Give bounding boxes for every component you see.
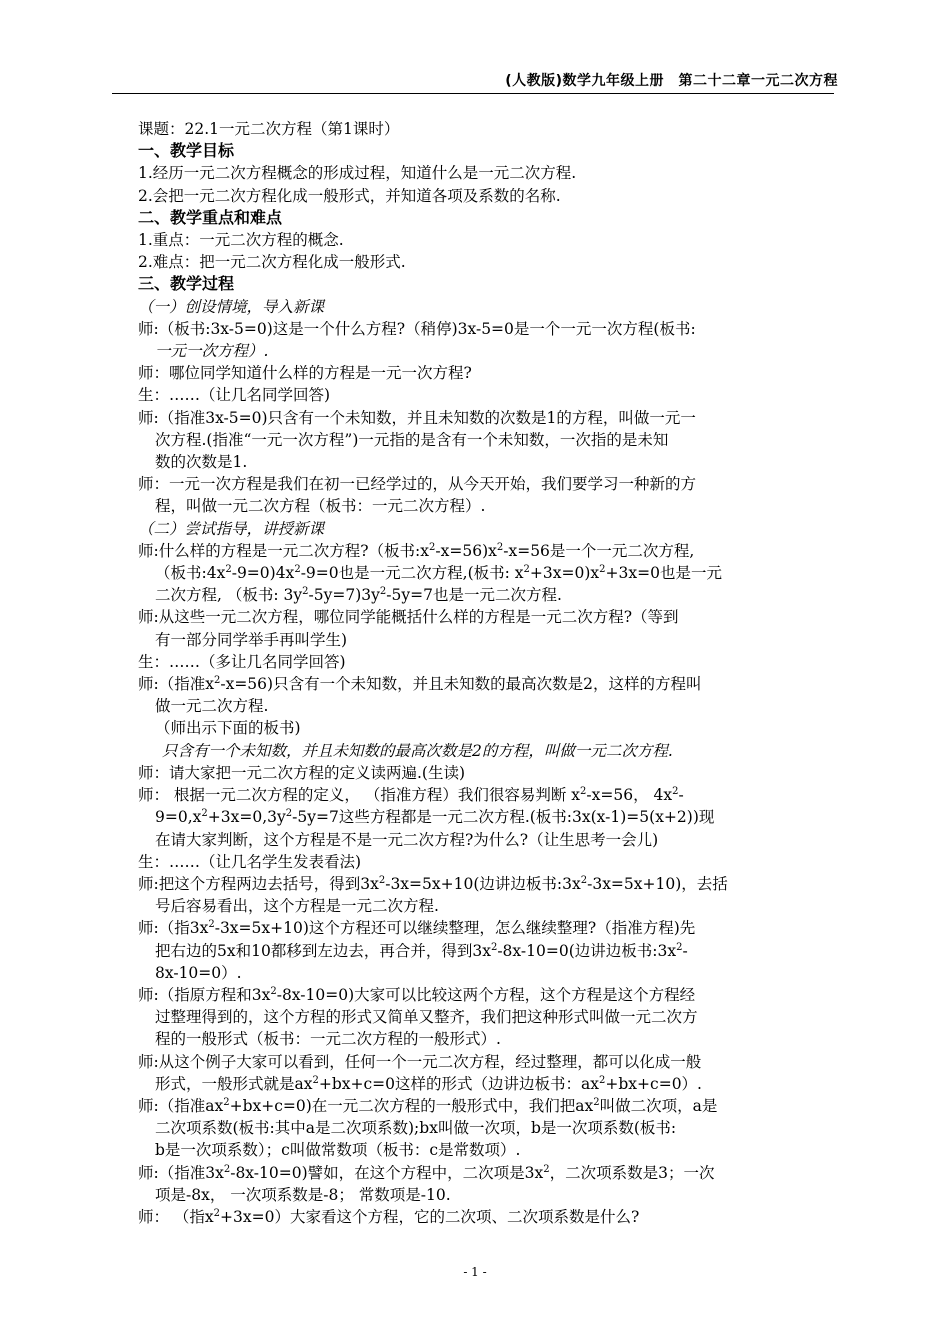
paragraph-line: 师:（指准3x-5=0)只含有一个未知数，并且未知数的次数是1的方程，叫做一元一 (138, 408, 696, 427)
subsection-heading: （一）创设情境，导入新课 (138, 297, 325, 316)
paragraph-line: b是一次项系数）；c叫做常数项（板书：c是常数项）. (155, 1141, 521, 1160)
paragraph-line: 师:（指准$x^2-x=56$)只含有一个未知数，并且未知数的最高次数是2，这样的方程叫 (138, 674, 702, 694)
paragraph-line: $9=0,x^2+3x=0,3y^2-5y=7$这些方程都是一元二次方程.(板书:3x(x-1)=5(x+2))现 (155, 808, 715, 827)
paragraph-line: 师:从这些一元二次方程，哪位同学能概括什么样的方程是一元二次方程?（等到 (138, 608, 679, 627)
paragraph-line: 数的次数是1. (155, 453, 248, 472)
paragraph-line: 做一元二次方程. (155, 697, 269, 716)
paragraph-line: （师出示下面的板书) (155, 719, 301, 738)
definition-board: 只含有一个未知数，并且未知数的最高次数是2的方程，叫做一元二次方程. (162, 741, 673, 760)
lesson-content (138, 118, 826, 1228)
page-number: - 1 - (463, 1265, 487, 1279)
paragraph-line: 一元一次方程）. (155, 342, 269, 361)
header-rule (112, 93, 834, 94)
paragraph-line: 号后容易看出，这个方程是一元二次方程. (155, 897, 439, 916)
key-point-item: 1.重点：一元二次方程的概念. (138, 231, 344, 250)
paragraph-line: 师:什么样的方程是一元二次方程?（板书$:x^2-x=56)x^2-x=56$是一个一元二次方程, (138, 541, 695, 560)
paragraph-line: 生：……（多让几名同学回答) (138, 652, 346, 671)
paragraph-line: 师： 根据一元二次方程的定义， （指准方程）我们很容易判断 $x^2-x=56$， $4x^2-$ (138, 785, 684, 805)
paragraph-line: 次方程.(指准“一元一次方程”)一元指的是含有一个未知数，一次指的是未知 (155, 430, 669, 449)
paragraph-line: 师:（指准$ax^2+bx+c=0$)在一元二次方程的一般形式中，我们把$ax^2$叫做二次项，a是 (138, 1096, 718, 1115)
section-heading: 二、教学重点和难点 (138, 207, 283, 227)
paragraph-line: 项是-8x， 一次项系数是-8； 常数项是-10. (155, 1185, 451, 1204)
running-header: (人教版)数学九年级上册 第二十二章一元二次方程 (505, 73, 838, 89)
paragraph-line: 生：……（让几名同学回答) (138, 386, 331, 405)
paragraph-line: 师:（指准$3x^2-8x-10=0$)譬如，在这个方程中，二次项是$3x^2$，二次项系数是3；一次 (138, 1163, 715, 1182)
paragraph-line: 把右边的5x和10都移到左边去，再合并，得到$3x^2-8x-10=0$(边讲边板书$:3x^2-$ (155, 941, 688, 960)
subsection-heading: （二）尝试指导，讲授新课 (138, 519, 325, 538)
paragraph-line: 师:（指原方程和$3x^2-8x-10=0$)大家可以比较这两个方程，这个方程是这个方程经 (138, 985, 696, 1004)
goal-item: 2.会把一元二次方程化成一般形式，并知道各项及系数的名称. (138, 186, 561, 205)
section-heading: 三、教学过程 (138, 274, 235, 294)
paragraph-line: 师:从这个例子大家可以看到，任何一个一元二次方程，经过整理，都可以化成一般 (138, 1052, 702, 1071)
paragraph-line: 过整理得到的，这个方程的形式又简单又整齐，我们把这种形式叫做一元二次方 (155, 1008, 698, 1027)
paragraph-line: 师： （指$x^2+3x=0$）大家看这个方程，它的二次项、二次项系数是什么? (138, 1207, 640, 1226)
section-heading: 一、教学目标 (138, 141, 235, 161)
paragraph-line: 师：请大家把一元二次方程的定义读两遍.(生读) (138, 763, 466, 782)
paragraph-line: 形式，一般形式就是$ax^2+bx+c=0$这样的形式（边讲边板书：$ax^2+bx+c=0$）. (155, 1074, 702, 1093)
paragraph-line: 师：哪位同学知道什么样的方程是一元一次方程? (138, 364, 472, 383)
paragraph-line: 师:（指$3x^2-3x=5x+10$)这个方程还可以继续整理，怎么继续整理?（指准方程)先 (138, 919, 696, 938)
paragraph-line: （板书$:4x^2-9=0)4x^2-9=0$也是一元二次方程,(板书: $x^2+3x=0)x^2+3x=0$也是一元 (155, 563, 722, 583)
key-point-item: 2.难点：把一元二次方程化成一般形式. (138, 253, 406, 272)
paragraph-line: 二次项系数(板书:其中a是二次项系数);bx叫做一次项，b是一次项系数(板书: (155, 1119, 677, 1138)
paragraph-line: 师:把这个方程两边去括号，得到$3x^2-3x=5x+10$(边讲边板书$:3x^2-3x=5x+10$)，去括 (138, 874, 728, 893)
paragraph-line: 在请大家判断，这个方程是不是一元二次方程?为什么?（让生思考一会儿) (155, 830, 659, 849)
paragraph-line: 程的一般形式（板书：一元二次方程的一般形式）. (155, 1030, 501, 1049)
paragraph-line: 8x-10=0）. (155, 963, 242, 982)
paragraph-line: 生：……（让几名学生发表看法) (138, 852, 362, 871)
paragraph-line: 程，叫做一元二次方程（板书：一元二次方程）. (155, 497, 486, 516)
paragraph-line: 师:（板书:3x-5=0)这是一个什么方程?（稍停)3x-5=0是一个一元一次方程(板书: (138, 319, 696, 338)
lesson-title: 课题：22.1一元二次方程（第1课时） (138, 120, 400, 138)
paragraph-line: 二次方程, （板书: $3y^2-5y=7)3y^2-5y=7$也是一元二次方程. (155, 586, 562, 605)
goal-item: 1.经历一元二次方程概念的形成过程，知道什么是一元二次方程. (138, 164, 577, 183)
paragraph-line: 师：一元一次方程是我们在初一已经学过的，从今天开始，我们要学习一种新的方 (138, 475, 697, 494)
paragraph-line: 有一部分同学举手再叫学生) (155, 630, 348, 649)
